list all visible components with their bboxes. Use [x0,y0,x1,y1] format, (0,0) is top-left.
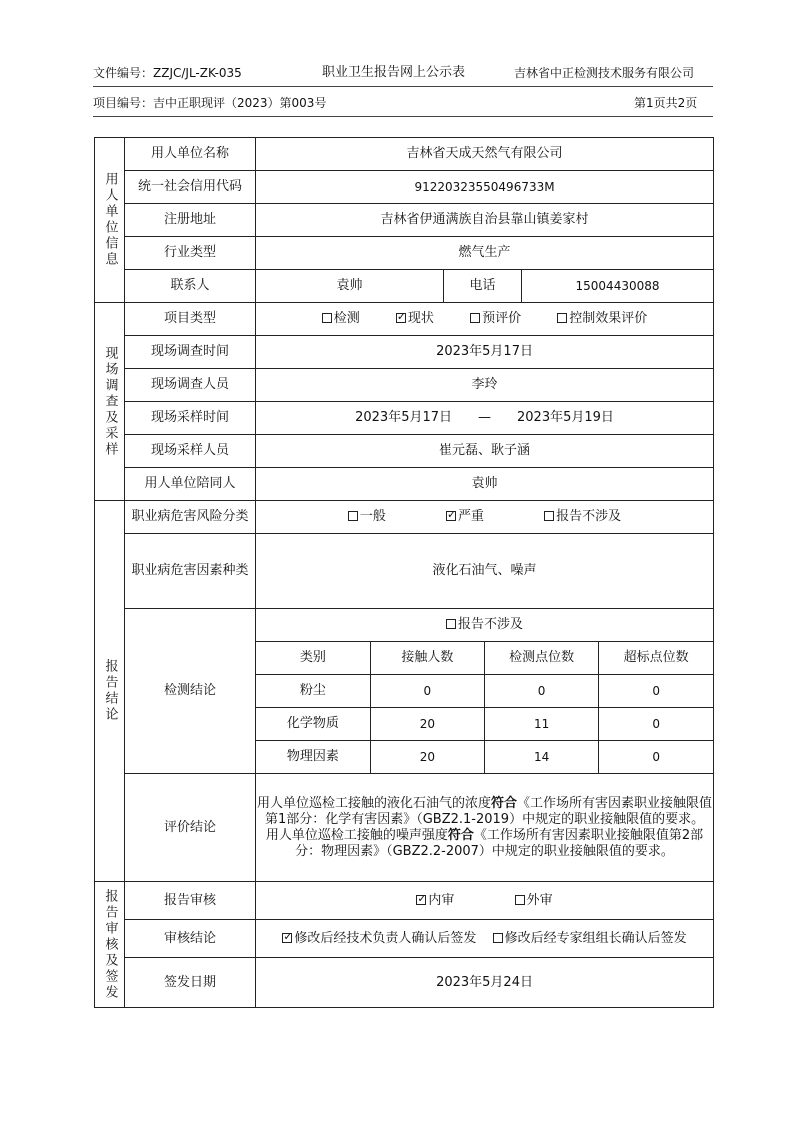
checkbox[interactable] [446,619,456,629]
checkbox-checked[interactable] [396,313,406,323]
table-cell: 物理因素 [256,741,370,774]
option-internal-audit[interactable]: ✓ 内审 [416,893,454,909]
audit-options [256,882,714,920]
table-cell: 粉尘 [256,675,370,708]
table-row [256,741,713,774]
credit-code: 91220323550496733M [256,171,714,204]
option-serious[interactable]: ✓ 严重 [446,509,484,525]
column-header: 超标点位数 [599,642,713,675]
phone-number: 15004430088 [522,270,714,303]
survey-time: 2023年5月17日 [256,336,714,369]
sampler: 崔元磊、耿子涵 [256,435,714,468]
column-header: 接触人数 [370,642,484,675]
sampling-start: 2023年5月17日 [355,410,453,425]
evaluation-paragraph-chemical: 用人单位巡检工接触的液化石油气的浓度符合《工作场所有害因素职业接触限值第1部分：化学有害因素》（GBZ2.1-2019）中规定的职业接触限值的要求。 [256,795,713,827]
checkbox-checked[interactable] [282,933,292,943]
sampling-time [256,402,714,435]
table-cell: 0 [485,675,599,708]
hazard-factors: 液化石油气、噪声 [256,534,714,609]
sampling-dash: — [478,410,492,425]
phone-label: 电话 [444,270,522,303]
detection-table [256,609,713,773]
table-cell: 0 [599,708,713,741]
accompany: 袁帅 [256,468,714,501]
project-type-options [256,303,714,336]
surveyor-label: 现场调查人员 [125,369,256,402]
risk-class-options [256,501,714,534]
sampling-time-label: 现场采样时间 [125,402,256,435]
detection-conclusion [256,609,714,774]
table-cell: 11 [485,708,599,741]
checkbox[interactable] [322,313,332,323]
issue-date: 2023年5月24日 [256,958,714,1008]
table-cell: 14 [485,741,599,774]
table-cell: 化学物质 [256,708,370,741]
address-label: 注册地址 [125,204,256,237]
industry-label: 行业类型 [125,237,256,270]
form-title: 职业卫生报告网上公示表 [322,65,466,80]
option-external-audit[interactable]: 外审 [515,893,553,909]
table-cell: 0 [599,741,713,774]
disclosure-table [94,137,714,1008]
industry: 燃气生产 [256,237,714,270]
table-cell: 20 [370,741,484,774]
accompany-label: 用人单位陪同人 [125,468,256,501]
hazard-factors-label: 职业病危害因素种类 [125,534,256,609]
checkbox-checked[interactable] [446,511,456,521]
column-header: 检测点位数 [485,642,599,675]
table-cell: 0 [370,675,484,708]
contact-name: 袁帅 [256,270,444,303]
risk-class-label: 职业病危害风险分类 [125,501,256,534]
address: 吉林省伊通满族自治县靠山镇姜家村 [256,204,714,237]
option-pre-evaluation[interactable]: 预评价 [470,311,521,327]
option-status[interactable]: ✓ 现状 [396,311,434,327]
table-cell: 20 [370,708,484,741]
header-divider [93,86,713,87]
contact-label: 联系人 [125,270,256,303]
option-expert-lead-confirm[interactable]: 修改后经专家组组长确认后签发 [493,931,687,947]
option-tech-lead-confirm[interactable]: ✓ 修改后经技术负责人确认后签发 [282,931,476,947]
section-review-issue: 报告审核及签发 [95,882,125,1008]
option-detection[interactable]: 检测 [322,311,360,327]
survey-time-label: 现场调查时间 [125,336,256,369]
sampling-end: 2023年5月19日 [517,410,614,425]
table-row [256,675,713,708]
surveyor: 李玲 [256,369,714,402]
detection-conclusion-label: 检测结论 [125,609,256,774]
file-number: 文件编号：ZZJC/JL-ZK-035 [93,66,242,80]
review-result-options [256,920,714,958]
project-type-label: 项目类型 [125,303,256,336]
section-employer-info: 用人单位信息 [95,138,125,303]
issue-date-label: 签发日期 [125,958,256,1008]
header-divider-2 [93,116,713,117]
checkbox[interactable] [515,895,525,905]
sampler-label: 现场采样人员 [125,435,256,468]
page-number: 第1页共2页 [634,96,698,110]
employer-name-label: 用人单位名称 [125,138,256,171]
table-header-row [256,642,713,675]
evaluation-paragraph-physical: 用人单位巡检工接触的噪声强度符合《工作场所有害因素职业接触限值第2部分：物理因素》（GBZ2.2-2007）中规定的职业接触限值的要求。 [265,827,704,859]
checkbox[interactable] [348,511,358,521]
checkbox[interactable] [557,313,567,323]
section-survey-sampling: 现场调查及采样 [95,303,125,501]
employer-name: 吉林省天成天然气有限公司 [256,138,714,171]
column-header: 类别 [256,642,370,675]
table-cell: 0 [599,675,713,708]
checkbox-checked[interactable] [416,895,426,905]
option-general[interactable]: 一般 [348,509,386,525]
credit-code-label: 统一社会信用代码 [125,171,256,204]
checkbox[interactable] [470,313,480,323]
option-control-effect[interactable]: 控制效果评价 [557,311,647,327]
evaluation-conclusion [256,774,714,882]
section-report-conclusion: 报告结论 [95,501,125,882]
audit-label: 报告审核 [125,882,256,920]
option-not-involved[interactable]: 报告不涉及 [544,509,621,525]
review-result-label: 审核结论 [125,920,256,958]
evaluation-conclusion-label: 评价结论 [125,774,256,882]
project-number: 项目编号：吉中正职现评（2023）第003号 [93,96,327,110]
detect-not-involved-option[interactable]: 报告不涉及 [256,609,713,642]
company-name: 吉林省中正检测技术服务有限公司 [514,66,695,80]
checkbox[interactable] [544,511,554,521]
table-row [256,708,713,741]
checkbox[interactable] [493,933,503,943]
